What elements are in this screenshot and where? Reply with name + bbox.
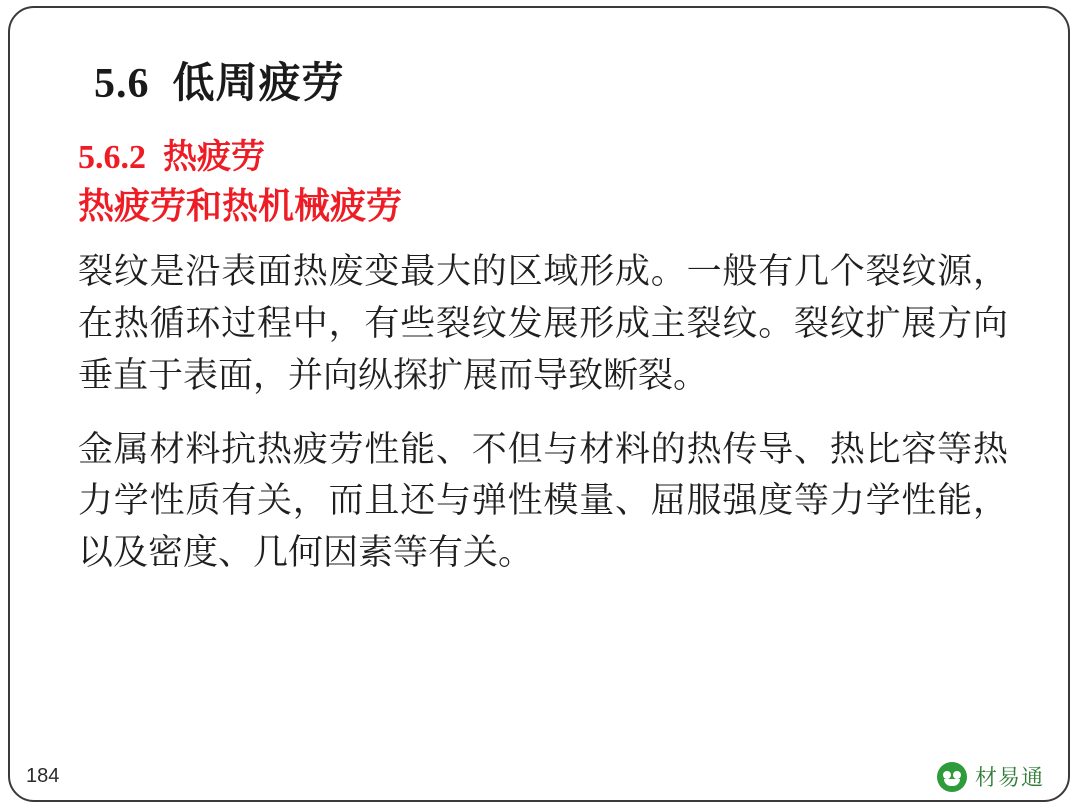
watermark-label: 材易通 <box>974 765 1044 790</box>
page-title: 5.6 低周疲劳 <box>94 61 345 107</box>
watermark <box>937 761 1044 792</box>
body-paragraph-1: 裂纹是沿表面热废变最大的区域形成。一般有几个裂纹源，在热循环过程中，有些裂纹发展形成主裂纹。裂纹扩展方向垂直于表面，并向纵探扩展而导致断裂。 <box>78 252 1008 395</box>
page-number: 184 <box>26 765 60 787</box>
slide-content <box>78 60 1008 601</box>
section-subtitle: 5.6.2 热疲劳 <box>78 139 265 177</box>
body-paragraph-2: 金属材料抗热疲劳性能、不但与材料的热传导、热比容等热力学性质有关，而且还与弹性模量、屈服强度等力学性能，以及密度、几何因素等有关。 <box>78 429 1008 573</box>
section-heading: 热疲劳和热机械疲劳 <box>78 186 403 227</box>
wechat-logo-icon <box>937 762 967 792</box>
